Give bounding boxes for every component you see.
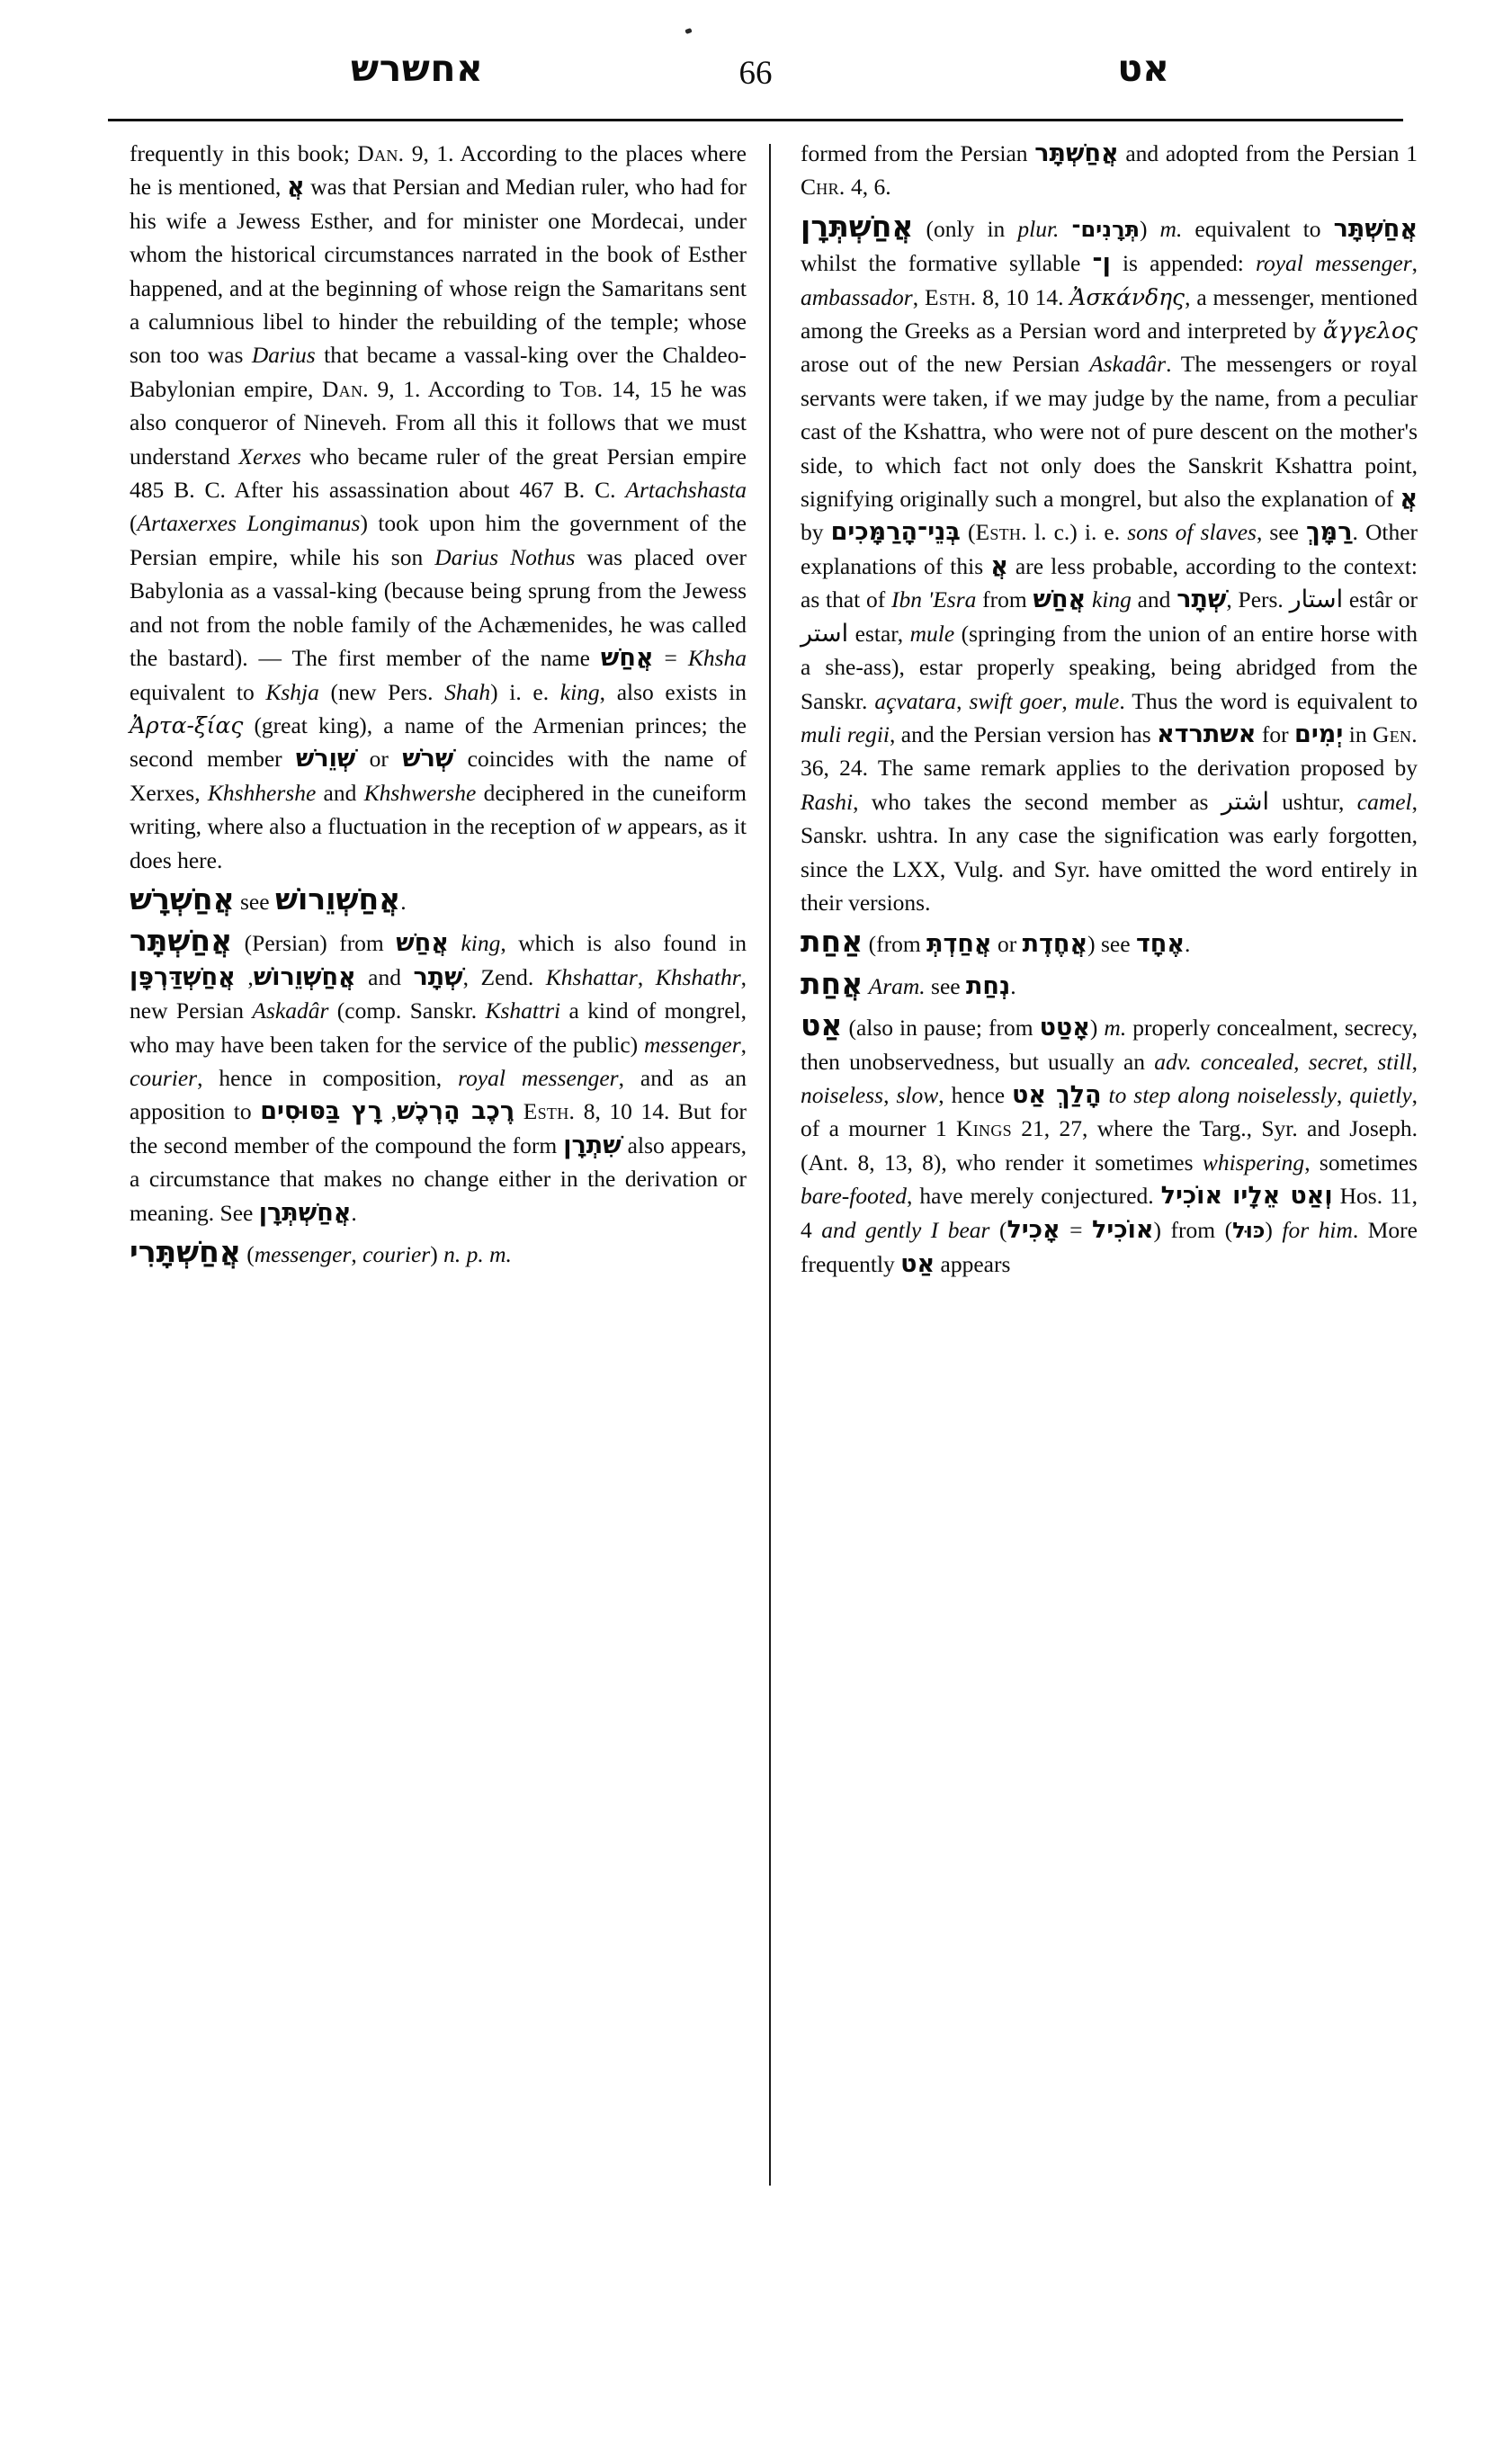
column-divider	[769, 144, 771, 2186]
right-column	[801, 137, 1418, 1283]
entry-achat-one: אַחַת (from אֲחַדְתְּ or אֲחֶדֶת) see אֶחָד.	[801, 924, 1191, 960]
header-rule	[108, 119, 1403, 121]
entry-achat-aram: אֲחַת Aram. see נְחַת.	[801, 965, 1016, 1001]
entry-achashtari: אֲחַשְׁתָּרִי (messenger, courier) n. p. m.	[130, 1234, 512, 1269]
paragraph: frequently in this book; Dan. 9, 1. According to the places where he is mentioned, אֲ was that Persian and Median ruler, who had for his wife a Jewess Esther, and for minister one Mordecai, under whom the historical circumstances narrated in the book of Esther happened, and at the beginning of whose reign the Samaritans sent a calumnious libel to hinder the rebuilding of the temple; whose son too was Darius that became a vassal-king over the Chaldeo-Babylonian empire, Dan. 9, 1. According to Tob. 14, 15 he was also conqueror of Nineveh. From all this it follows that we must understand Xerxes who became ruler of the great Persian empire 485 B. C. After his assassination about 467 B. C. Artachshasta (Artaxerxes Longimanus) took upon him the government of the Persian empire, while his son Darius Nothus was placed over Babylonia as a vassal-king (because being sprung from the Jewess and not from the noble family of the Achæmenides, he was called the bastard). — The first member of the name אֲחַשׁ = Khsha equivalent to Kshja (new Pers. Shah) i. e. king, also exists in Ἀρτα-ξίας (great king), a name of the Armenian princes; the second member שְׁוֵרשׁ or שְׁרֹשׁ coincides with the name of Xerxes, Khshhershe and Khshwershe deciphered in the cuneiform writing, where also a fluctuation in the reception of w appears, as it does here.	[130, 140, 747, 873]
entry-achashtar: אֲחַשְׁתָּר (Persian) from אֲחַשׁ king, which is also found in אֲחַשְׁוֵרוֹשׁ, אֲחַשְׁדַּרְפָּן and שְׁתָר, Zend. Khshattar, Khshathr, new Persian Askadâr (comp. Sanskr. Kshattri a kind of mongrel, who may have been taken for the service of the public) messenger, courier, hence in composition, royal messenger, and as an apposition to רֶכֶב הָרְכֶשׁ, רָץ בַּסּוּסִים Esth. 8, 10 14. But for the second member of the compound the form שִׁתְרָן also appears, a circumstance that makes no change either in the derivation or meaning. See אֲחַשְׁתְּרָן.	[130, 923, 747, 1227]
text-columns	[108, 137, 1418, 2205]
entry-achashteran: אֲחַשְׁתְּרָן (only in plur. תְּרָנִים־) m. equivalent to אֲחַשְׁתָּר whilst the formative syllable ן־ is appended: royal messenger, ambassador, Esth. 8, 10 14. Ἀσκάνδης, a messenger, mentioned among the Greeks as a Persian word and interpreted by ἄγγελος arose out of the new Persian Askadâr. The messengers or royal servants were taken, if we may judge by the name, from a peculiar cast of the Kshattra, who were not of pure descent on the mother's side, to which fact not only does the Sanskrit Kshattra point, signifying originally such a mongrel, but also the explanation of אֲ by בְּנֵי־הָרַמָּכִים (Esth. l. c.) i. e. sons of slaves, see רַמָּךְ. Other explanations of this אֲ are less probable, according to the context: as that of Ibn 'Esra from אֲחַשׁ king and שְׁתָר, Pers. استار estâr or استر estar, mule (springing from the union of an entire horse with a she-ass), estar properly speaking, being abridged from the Sanskr. açvatara, swift goer, mule. Thus the word is equivalent to muli regii, and the Persian version has אשתרדא for יְמִים in Gen. 36, 24. The same remark applies to the derivation proposed by Rashi, who takes the second member as اشتر ushtur, camel, Sanskr. ushtra. In any case the signification was early forgotten, since the LXX, Vulg. and Syr. have omitted the word entirely in their versions.	[801, 208, 1418, 916]
entry-at: אַט (also in pause; from אָטַט) m. properly concealment, secrecy, then unobservedness, but usually an adv. concealed, secret, still, noiseless, slow, hence הָלַךְ אַט to step along noiselessly, quietly, of a mourner 1 Kings 21, 27, where the Targ., Syr. and Joseph. (Ant. 8, 13, 8), who render it sometimes whispering, sometimes bare-footed, have merely conjectured. וְאַט אֵלָיו אוֹכִיל Hos. 11, 4 and gently I bear ( אוֹכִיל = אָכִיל ) from (כּוּל) for him. More frequently אַט appears	[801, 1007, 1418, 1278]
left-column	[130, 137, 747, 1273]
page-number: 66	[738, 55, 773, 92]
header-hebrew-left: אחשרש	[351, 47, 484, 90]
page-speck	[684, 28, 692, 34]
header-hebrew-right: אט	[1117, 47, 1169, 90]
entry-achashrash: אֲחַשְׁרָשׁ see אֲחַשְׁוֵרוֹשׁ.	[130, 881, 407, 917]
paragraph: formed from the Persian אֲחַשְׁתָּר and adopted from the Persian 1 Chr. 4, 6.	[801, 139, 1418, 201]
page-header	[108, 47, 1403, 112]
